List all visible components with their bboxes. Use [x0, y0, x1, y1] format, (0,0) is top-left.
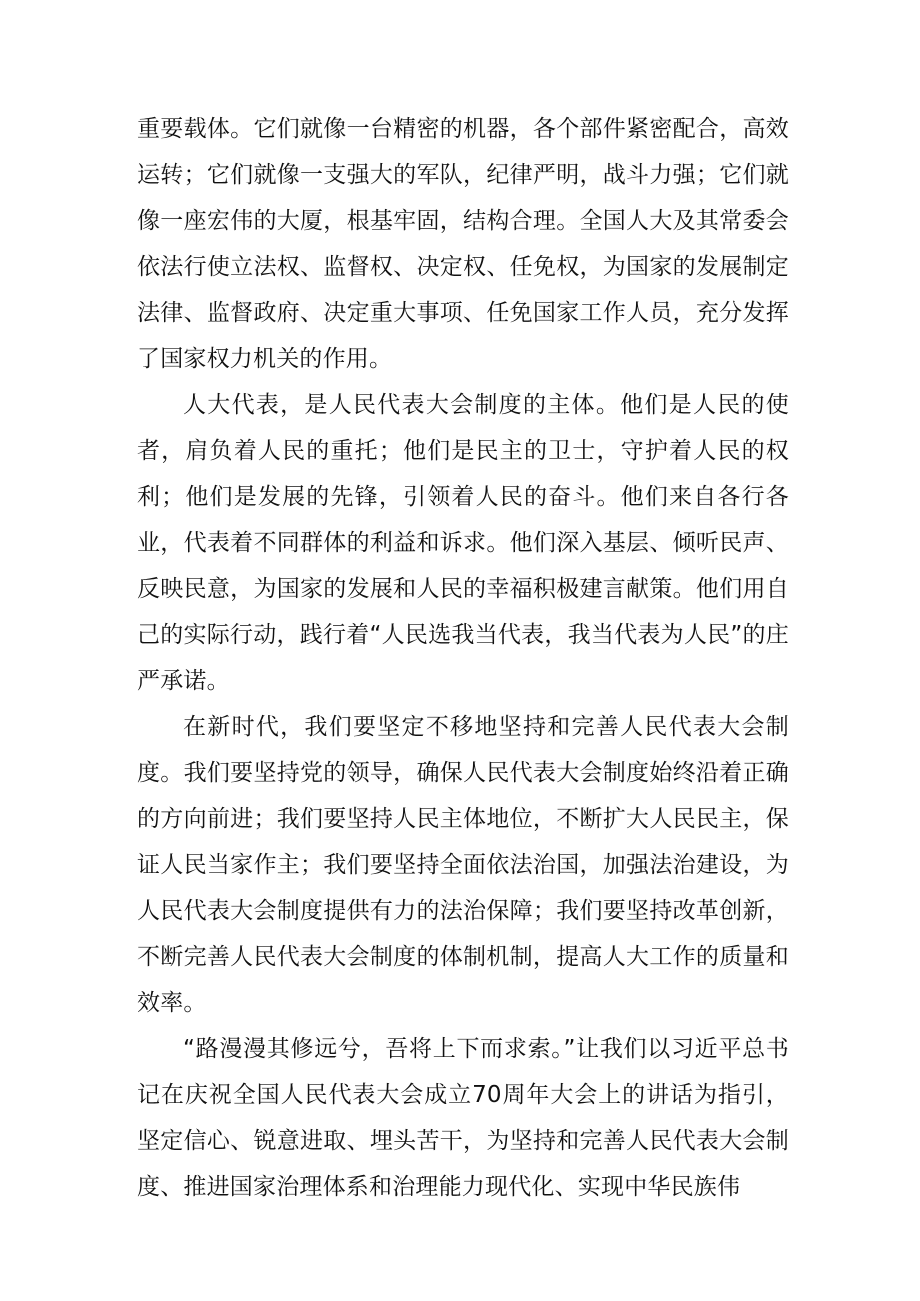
paragraph-new-era: 在新时代，我们要坚定不移地坚持和完善人民代表大会制度。我们要坚持党的领导，确保人民代表大会制度始终沿着正确的方向前进；我们要坚持人民主体地位，不断扩大人民民主，保证人民当家作主；我们要坚持全面依法治国，加强法治建设，为人民代表大会制度提供有力的法治保障；我们要坚持改革创新，不断完善人民代表大会制度的体制机制，提高人大工作的质量和效率。 [137, 714, 789, 1016]
paragraph-continuation: 重要载体。它们就像一台精密的机器，各个部件紧密配合，高效运转；它们就像一支强大的军队，纪律严明，战斗力强；它们就像一座宏伟的大厦，根基牢固，结构合理。全国人大及其常委会依法行使立法权、监督权、决定权、任免权，为国家的发展制定法律、监督政府、决定重大事项、任免国家工作人员，充分发挥了国家权力机关的作用。 [137, 116, 789, 372]
document-body [137, 106, 789, 1210]
paragraph-closing-quote: “路漫漫其修远兮，吾将上下而求索。”让我们以习近平总书记在庆祝全国人民代表大会成立70周年大会上的讲话为指引，坚定信心、锐意进取、埋头苦干，为坚持和完善人民代表大会制度、推进国家治理体系和治理能力现代化、实现中华民族伟 [137, 1036, 789, 1200]
paragraph-npc-deputies: 人大代表，是人民代表大会制度的主体。他们是人民的使者，肩负着人民的重托；他们是民主的卫士，守护着人民的权利；他们是发展的先锋，引领着人民的奋斗。他们来自各行各业，代表着不同群体的利益和诉求。他们深入基层、倾听民声、反映民意，为国家的发展和人民的幸福积极建言献策。他们用自己的实际行动，践行着“人民选我当代表，我当代表为人民”的庄严承诺。 [137, 392, 789, 694]
